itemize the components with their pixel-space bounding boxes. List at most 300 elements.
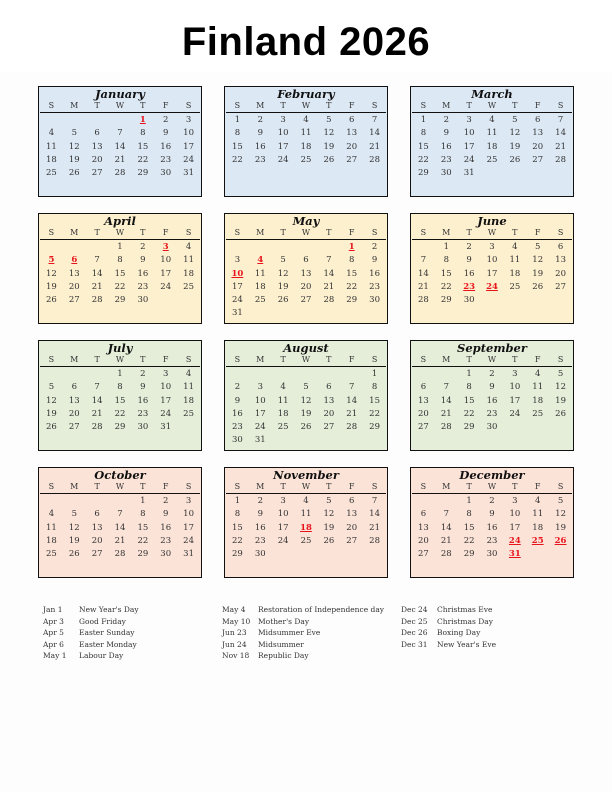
empty-cell [40,495,63,508]
day-cell: 13 [555,255,566,266]
day-cell: 6 [349,115,355,125]
weekday-header: S [557,355,564,364]
day-cell: 28 [91,422,103,433]
day-cell: 29 [137,549,149,560]
day-cell: 15 [418,141,429,152]
day-cell: 26 [555,408,566,419]
day-cell: 7 [349,382,355,393]
day-cell: 6 [349,496,355,506]
holiday-entry [401,627,496,639]
day-cell: 27 [323,422,335,433]
month-september [410,340,574,451]
day-cell: 24 [160,408,172,419]
day-cell: 2 [443,115,449,125]
day-cell: 19 [532,268,544,279]
weekday-header: T [326,101,332,110]
day-cell: 26 [46,422,57,433]
day-cell: 8 [234,128,241,139]
day-cell: 16 [137,395,149,406]
day-cell: 17 [463,141,475,152]
day-cell: 29 [114,295,126,306]
day-cell: 22 [346,281,358,292]
holiday-name: Christmas Eve [437,605,493,614]
empty-cell [249,241,272,254]
weekday-header: F [348,355,355,364]
day-cell: 19 [323,522,335,533]
day-cell: 30 [137,295,149,306]
day-cell: 6 [557,242,564,252]
weekday-header: W [487,101,497,110]
holiday-name: Boxing Day [437,628,481,638]
day-cell: 26 [68,549,80,560]
day-cell: 3 [512,369,518,379]
days-grid [226,368,386,448]
day-cell: 30 [160,549,172,560]
month-august [224,340,388,451]
day-cell: 19 [555,395,566,406]
day-cell: 16 [463,268,475,279]
holiday-entry [401,639,496,651]
day-cell: 1 [371,369,378,379]
weekday-header: S [371,482,378,491]
day-cell: 13 [91,522,103,533]
holiday-day: 4 [257,255,264,266]
month-june [410,213,574,324]
day-cell: 18 [183,395,194,406]
empty-cell [317,241,340,254]
weekday-header-row [40,481,200,494]
weekday-header: S [185,482,192,491]
day-cell: 30 [254,549,266,560]
holiday-entry [43,604,139,616]
holiday-day: 1 [348,242,355,252]
weekday-header: T [326,355,332,364]
day-cell: 9 [443,128,449,139]
day-cell: 23 [486,408,498,419]
day-cell: 29 [418,168,429,179]
day-cell: 23 [160,535,172,546]
holiday-entry [222,650,384,662]
day-cell: 29 [440,295,452,306]
empty-cell [295,368,318,381]
day-cell: 20 [91,154,103,165]
day-cell: 4 [512,242,518,252]
holiday-day: 18 [300,522,312,533]
holiday-date: Dec 25 [401,616,428,626]
weekday-header: F [534,355,541,364]
day-cell: 21 [114,154,126,165]
weekday-header: S [371,355,378,364]
weekday-header-row [226,354,386,367]
day-cell: 11 [46,522,57,533]
empty-cell [226,241,249,254]
weekday-header: S [234,101,241,110]
holiday-name: Christmas Day [437,616,493,626]
day-cell: 19 [555,522,566,533]
day-cell: 21 [369,141,380,152]
day-cell: 20 [68,408,80,419]
day-cell: 8 [140,509,146,520]
day-cell: 25 [46,168,57,179]
day-cell: 18 [509,268,521,279]
day-cell: 30 [160,168,172,179]
holiday-day: 10 [231,268,244,279]
day-cell: 5 [557,369,564,379]
day-cell: 14 [369,128,380,139]
day-cell: 3 [185,115,192,125]
days-grid [412,368,572,434]
weekday-header: S [234,228,241,237]
days-grid [40,495,200,561]
day-cell: 20 [300,281,312,292]
day-cell: 24 [277,154,289,165]
weekday-header: T [512,482,518,491]
day-cell: 24 [160,281,172,292]
empty-cell [86,368,109,381]
holiday-date: Nov 18 [222,651,250,661]
weekday-header: M [256,482,265,491]
weekday-header-row [412,481,572,494]
day-cell: 15 [463,395,475,406]
day-cell: 12 [68,141,80,152]
day-cell: 7 [443,509,449,520]
day-cell: 23 [160,154,172,165]
day-cell: 10 [160,382,172,393]
month-name: June [477,214,507,228]
day-cell: 9 [234,395,241,406]
empty-cell [435,495,458,508]
day-cell: 18 [300,141,312,152]
day-cell: 14 [91,268,103,279]
day-cell: 4 [48,509,55,520]
day-cell: 29 [369,422,380,433]
day-cell: 14 [440,522,452,533]
day-cell: 21 [91,408,103,419]
day-cell: 28 [114,549,126,560]
weekday-header: W [301,228,311,237]
empty-cell [109,114,132,127]
month-january [38,86,202,197]
weekday-header: T [140,355,146,364]
weekday-header: W [301,482,311,491]
day-cell: 28 [323,295,335,306]
empty-cell [86,495,109,508]
day-cell: 23 [137,408,149,419]
day-cell: 11 [509,255,521,266]
holiday-name: New Year's Eve [437,639,497,649]
day-cell: 18 [183,268,194,279]
day-cell: 3 [280,496,286,506]
weekday-header: T [466,101,472,110]
weekday-header: F [348,482,355,491]
day-cell: 27 [418,549,429,560]
day-cell: 15 [232,522,243,533]
day-cell: 2 [257,115,263,125]
day-cell: 12 [300,395,312,406]
day-cell: 16 [254,522,266,533]
weekday-header-row [226,227,386,240]
day-cell: 17 [160,268,172,279]
weekday-header: W [487,228,497,237]
day-cell: 24 [277,535,289,546]
empty-cell [226,368,249,381]
day-cell: 2 [489,496,495,506]
weekday-header: S [185,355,192,364]
day-cell: 3 [185,496,192,506]
day-cell: 24 [183,154,194,165]
weekday-header-row [412,227,572,240]
day-cell: 21 [323,281,335,292]
day-cell: 6 [326,382,332,393]
day-cell: 30 [440,168,452,179]
day-cell: 16 [232,408,243,419]
weekday-header-row [412,354,572,367]
weekday-header: M [70,101,79,110]
holiday-entry [222,639,384,651]
day-cell: 28 [91,295,103,306]
day-cell: 5 [535,242,541,252]
month-name: October [94,468,146,482]
day-cell: 13 [418,395,429,406]
holiday-entry [222,616,384,628]
month-name: March [471,87,513,101]
day-cell: 27 [346,535,358,546]
day-cell: 5 [326,496,332,506]
day-cell: 13 [68,395,80,406]
weekday-header: M [70,228,79,237]
day-cell: 2 [489,369,495,379]
day-cell: 25 [509,281,521,292]
day-cell: 10 [509,509,521,520]
day-cell: 14 [91,395,103,406]
day-cell: 14 [323,268,335,279]
day-cell: 5 [71,509,77,520]
day-cell: 22 [418,154,429,165]
day-cell: 24 [509,408,521,419]
day-cell: 4 [535,496,541,506]
day-cell: 19 [277,281,289,292]
day-cell: 4 [303,115,309,125]
day-cell: 16 [486,395,498,406]
day-cell: 12 [509,128,521,139]
day-cell: 3 [257,382,263,393]
weekday-header-row [226,100,386,113]
weekday-header: S [557,482,564,491]
day-cell: 31 [160,422,172,433]
day-cell: 5 [303,382,309,393]
weekday-header: W [301,101,311,110]
holiday-column [222,604,384,662]
day-cell: 11 [300,509,312,520]
day-cell: 8 [466,382,472,393]
weekday-header: F [162,355,169,364]
empty-cell [249,368,272,381]
holiday-day: 24 [508,535,521,546]
day-cell: 11 [532,509,544,520]
day-cell: 6 [420,509,427,520]
day-cell: 16 [440,141,452,152]
weekday-header: T [466,228,472,237]
days-grid [412,241,572,307]
day-cell: 13 [532,128,544,139]
day-cell: 31 [254,435,266,446]
day-cell: 7 [443,382,449,393]
weekday-header: S [420,228,427,237]
day-cell: 28 [418,295,429,306]
empty-cell [63,495,86,508]
day-cell: 14 [346,395,358,406]
days-grid [40,241,200,307]
days-grid [226,114,386,167]
day-cell: 21 [418,281,429,292]
holiday-day: 23 [463,281,476,292]
day-cell: 4 [185,369,192,379]
day-cell: 27 [532,154,544,165]
day-cell: 24 [254,422,266,433]
weekday-header: S [234,355,241,364]
day-cell: 24 [183,535,194,546]
holiday-entry [43,616,139,628]
day-cell: 30 [369,295,380,306]
day-cell: 22 [463,408,475,419]
day-cell: 10 [486,255,498,266]
day-cell: 7 [94,382,100,393]
day-cell: 25 [486,154,498,165]
holiday-name: Midsummer [258,639,304,649]
day-cell: 31 [463,168,475,179]
holiday-entry [401,616,496,628]
empty-cell [86,241,109,254]
day-cell: 7 [94,255,100,266]
day-cell: 12 [555,382,566,393]
holiday-name: Restoration of Independence day [258,605,385,614]
day-cell: 27 [68,295,80,306]
weekday-header: S [185,101,192,110]
month-name: April [104,214,136,228]
day-cell: 12 [323,509,335,520]
day-cell: 1 [466,496,472,506]
weekday-header: W [115,482,125,491]
day-cell: 11 [254,268,266,279]
day-cell: 7 [371,496,378,506]
day-cell: 11 [183,382,194,393]
day-cell: 10 [160,255,172,266]
day-cell: 18 [46,535,57,546]
day-cell: 29 [137,168,149,179]
day-cell: 18 [532,522,544,533]
day-cell: 26 [509,154,521,165]
day-cell: 7 [117,509,123,520]
day-cell: 27 [555,281,566,292]
day-cell: 26 [532,281,544,292]
day-cell: 18 [46,154,57,165]
days-grid [40,114,200,180]
day-cell: 30 [463,295,475,306]
weekday-header: W [115,355,125,364]
day-cell: 19 [68,535,80,546]
holiday-name: Midsummer Eve [258,628,321,638]
day-cell: 1 [234,496,241,506]
day-cell: 5 [280,255,286,266]
weekday-header: S [185,228,192,237]
weekday-header: M [256,101,265,110]
weekday-header: F [348,228,355,237]
weekday-header-row [226,481,386,494]
day-cell: 28 [555,154,566,165]
holiday-date: May 1 [43,651,67,661]
day-cell: 25 [183,408,194,419]
day-cell: 25 [46,549,57,560]
day-cell: 23 [369,281,380,292]
day-cell: 30 [486,549,498,560]
day-cell: 22 [440,281,452,292]
day-cell: 8 [420,128,427,139]
weekday-header: T [140,228,146,237]
weekday-header: F [162,101,169,110]
day-cell: 13 [346,128,358,139]
holiday-date: Dec 24 [401,605,428,614]
day-cell: 10 [254,395,266,406]
holiday-column [401,604,496,650]
day-cell: 25 [254,295,266,306]
day-cell: 3 [234,255,241,266]
day-cell: 5 [48,382,55,393]
day-cell: 17 [183,522,194,533]
day-cell: 28 [369,535,380,546]
day-cell: 17 [509,395,521,406]
day-cell: 26 [323,154,335,165]
day-cell: 6 [420,382,427,393]
day-cell: 12 [46,395,57,406]
day-cell: 12 [277,268,289,279]
day-cell: 16 [486,522,498,533]
day-cell: 19 [68,154,80,165]
day-cell: 2 [163,115,169,125]
weekday-header-row [412,100,572,113]
day-cell: 16 [369,268,380,279]
day-cell: 22 [232,154,243,165]
day-cell: 26 [68,168,80,179]
day-cell: 7 [117,128,123,139]
weekday-header: W [115,228,125,237]
day-cell: 28 [440,422,452,433]
day-cell: 10 [509,382,521,393]
day-cell: 16 [160,141,172,152]
day-cell: 29 [346,295,358,306]
day-cell: 11 [183,255,194,266]
day-cell: 26 [277,295,289,306]
day-cell: 14 [418,268,429,279]
day-cell: 9 [140,255,146,266]
holiday-entry [222,627,384,639]
holiday-entry [222,604,384,616]
day-cell: 15 [114,268,126,279]
weekday-header: T [466,482,472,491]
day-cell: 28 [440,549,452,560]
weekday-header: W [487,482,497,491]
day-cell: 20 [323,408,335,419]
empty-cell [435,368,458,381]
weekday-header: T [94,482,100,491]
day-cell: 8 [443,255,449,266]
holiday-date: Apr 6 [43,639,64,649]
day-cell: 17 [277,141,289,152]
day-cell: 12 [323,128,335,139]
day-cell: 1 [117,369,123,379]
day-cell: 9 [163,128,169,139]
day-cell: 29 [463,549,475,560]
day-cell: 1 [420,115,427,125]
